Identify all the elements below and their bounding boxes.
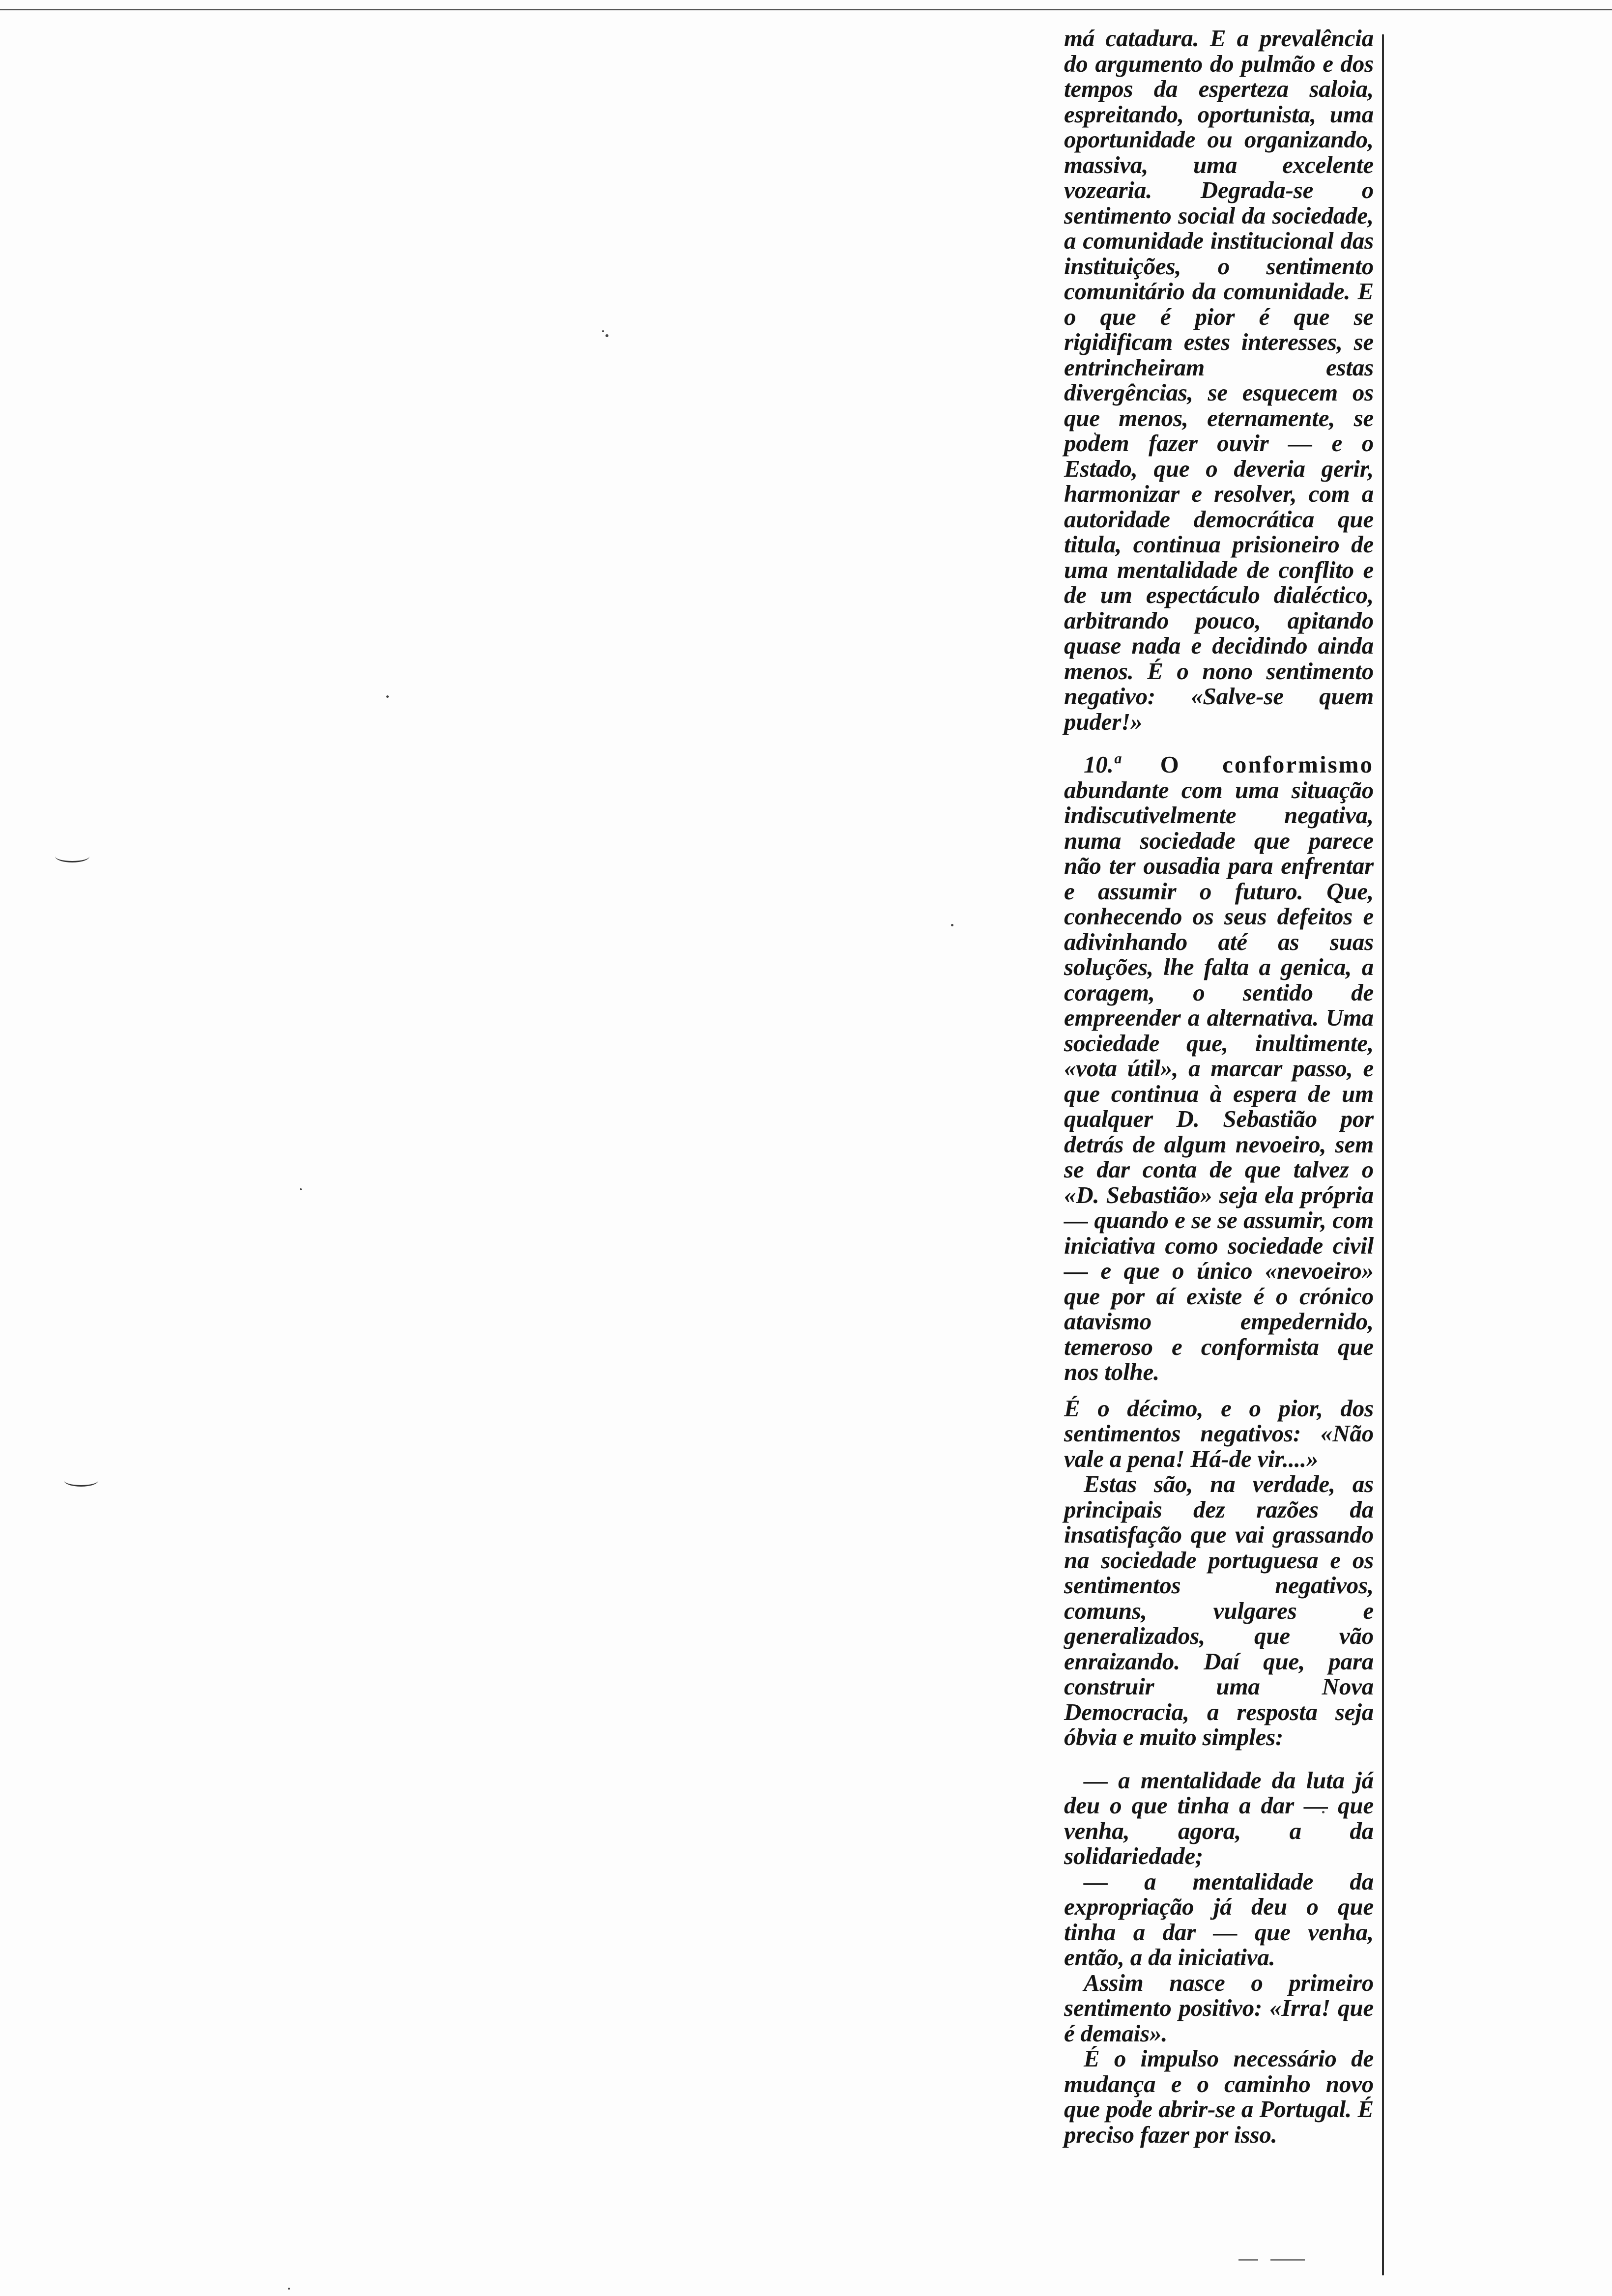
scan-speck	[605, 334, 608, 337]
scan-speck	[288, 2288, 290, 2290]
scan-curl-mark	[64, 1474, 98, 1487]
ninth-feeling-paragraph: má catadura. E a prevalência do argumento do pulmão e dos tempos da esperteza saloia, espreitando, oportunista, uma oportunidade ou organizando, massiva, uma excelente vozearia. Degrada-se o sentimento social da sociedade, a comunidade institucional das instituições, o sentimento comunitário da comunidade. E o que é pior é que se rigidificam estes interesses, se entrincheiram estas divergências, se esquecem os que menos, eternamente, se podem fazer ouvir — e o Estado, que o deveria gerir, harmonizar e resolver, com a autoridade democrática que titula, continua prisioneiro de uma mentalidade de conflito e de um espectáculo dialéctico, arbitrando pouco, apitando quase nada e decidindo ainda menos. É o nono sentimento negativo: «Salve-se quem puder!»	[1064, 25, 1374, 735]
scan-curl-mark	[55, 850, 89, 862]
closing-paragraph: É o impulso necessário de mudança e o caminho novo que pode abrir-se a Portugal. É preciso fazer por isso.	[1064, 2045, 1374, 2148]
solidarity-item: — a mentalidade da luta já deu o que tinha a dar — que venha, agora, a da solidariedade;	[1064, 1766, 1374, 1869]
summary-paragraph: Estas são, na verdade, as principais dez razões da insatisfação que vai grassando na sociedade portuguesa e os sentimentos negativos, comuns, vulgares e generalizados, que vão enraizando. Daí que, para construir uma Nova Democracia, a resposta seja óbvia e muito simples:	[1064, 1470, 1374, 1751]
scan-dash	[1270, 2259, 1305, 2261]
scan-top-edge-line	[0, 9, 1612, 10]
scan-speck	[602, 330, 604, 332]
column-rule	[1382, 34, 1384, 2275]
scan-speck	[951, 924, 953, 926]
section-body: abundante com uma situação indiscutivelmente negativa, numa sociedade que parece não ter ousadia para enfrentar e assumir o futuro. Que, conhecendo os seus defeitos e adivinhando até as suas soluções, lhe falta a genica, a coragem, o sentido de empreender a alternativa. Uma sociedade que, inultimente, «vota útil», a marcar passo, e que continua à espera de um qualquer D. Sebastião por detrás de algum nevoeiro, sem se dar conta de que talvez o «D. Sebastião» seja ela própria — quando e se se assumir, com iniciativa como sociedade civil — e que o único «nevoeiro» que por aí existe é o crónico atavismo empedernido, temeroso e conformista que nos tolhe.	[1064, 776, 1374, 1385]
first-positive-paragraph: Assim nasce o primeiro sentimento positivo: «Irra! que é demais».	[1064, 1969, 1374, 2047]
scan-speck	[386, 695, 389, 698]
section-number: 10.ª	[1084, 751, 1120, 778]
section-ten-paragraph	[1064, 752, 1374, 1385]
initiative-item: — a mentalidade da expropriação já deu o que tinha a dar — que venha, então, a da iniciativa.	[1064, 1867, 1374, 1971]
scan-dash	[1238, 2259, 1258, 2261]
scan-speck	[300, 1188, 302, 1190]
section-title: O conformismo	[1160, 751, 1374, 778]
article-column	[1064, 26, 1374, 2147]
tenth-feeling-paragraph: É o décimo, e o pior, dos sentimentos negativos: «Não vale a pena! Há-de vir....»	[1064, 1394, 1374, 1472]
